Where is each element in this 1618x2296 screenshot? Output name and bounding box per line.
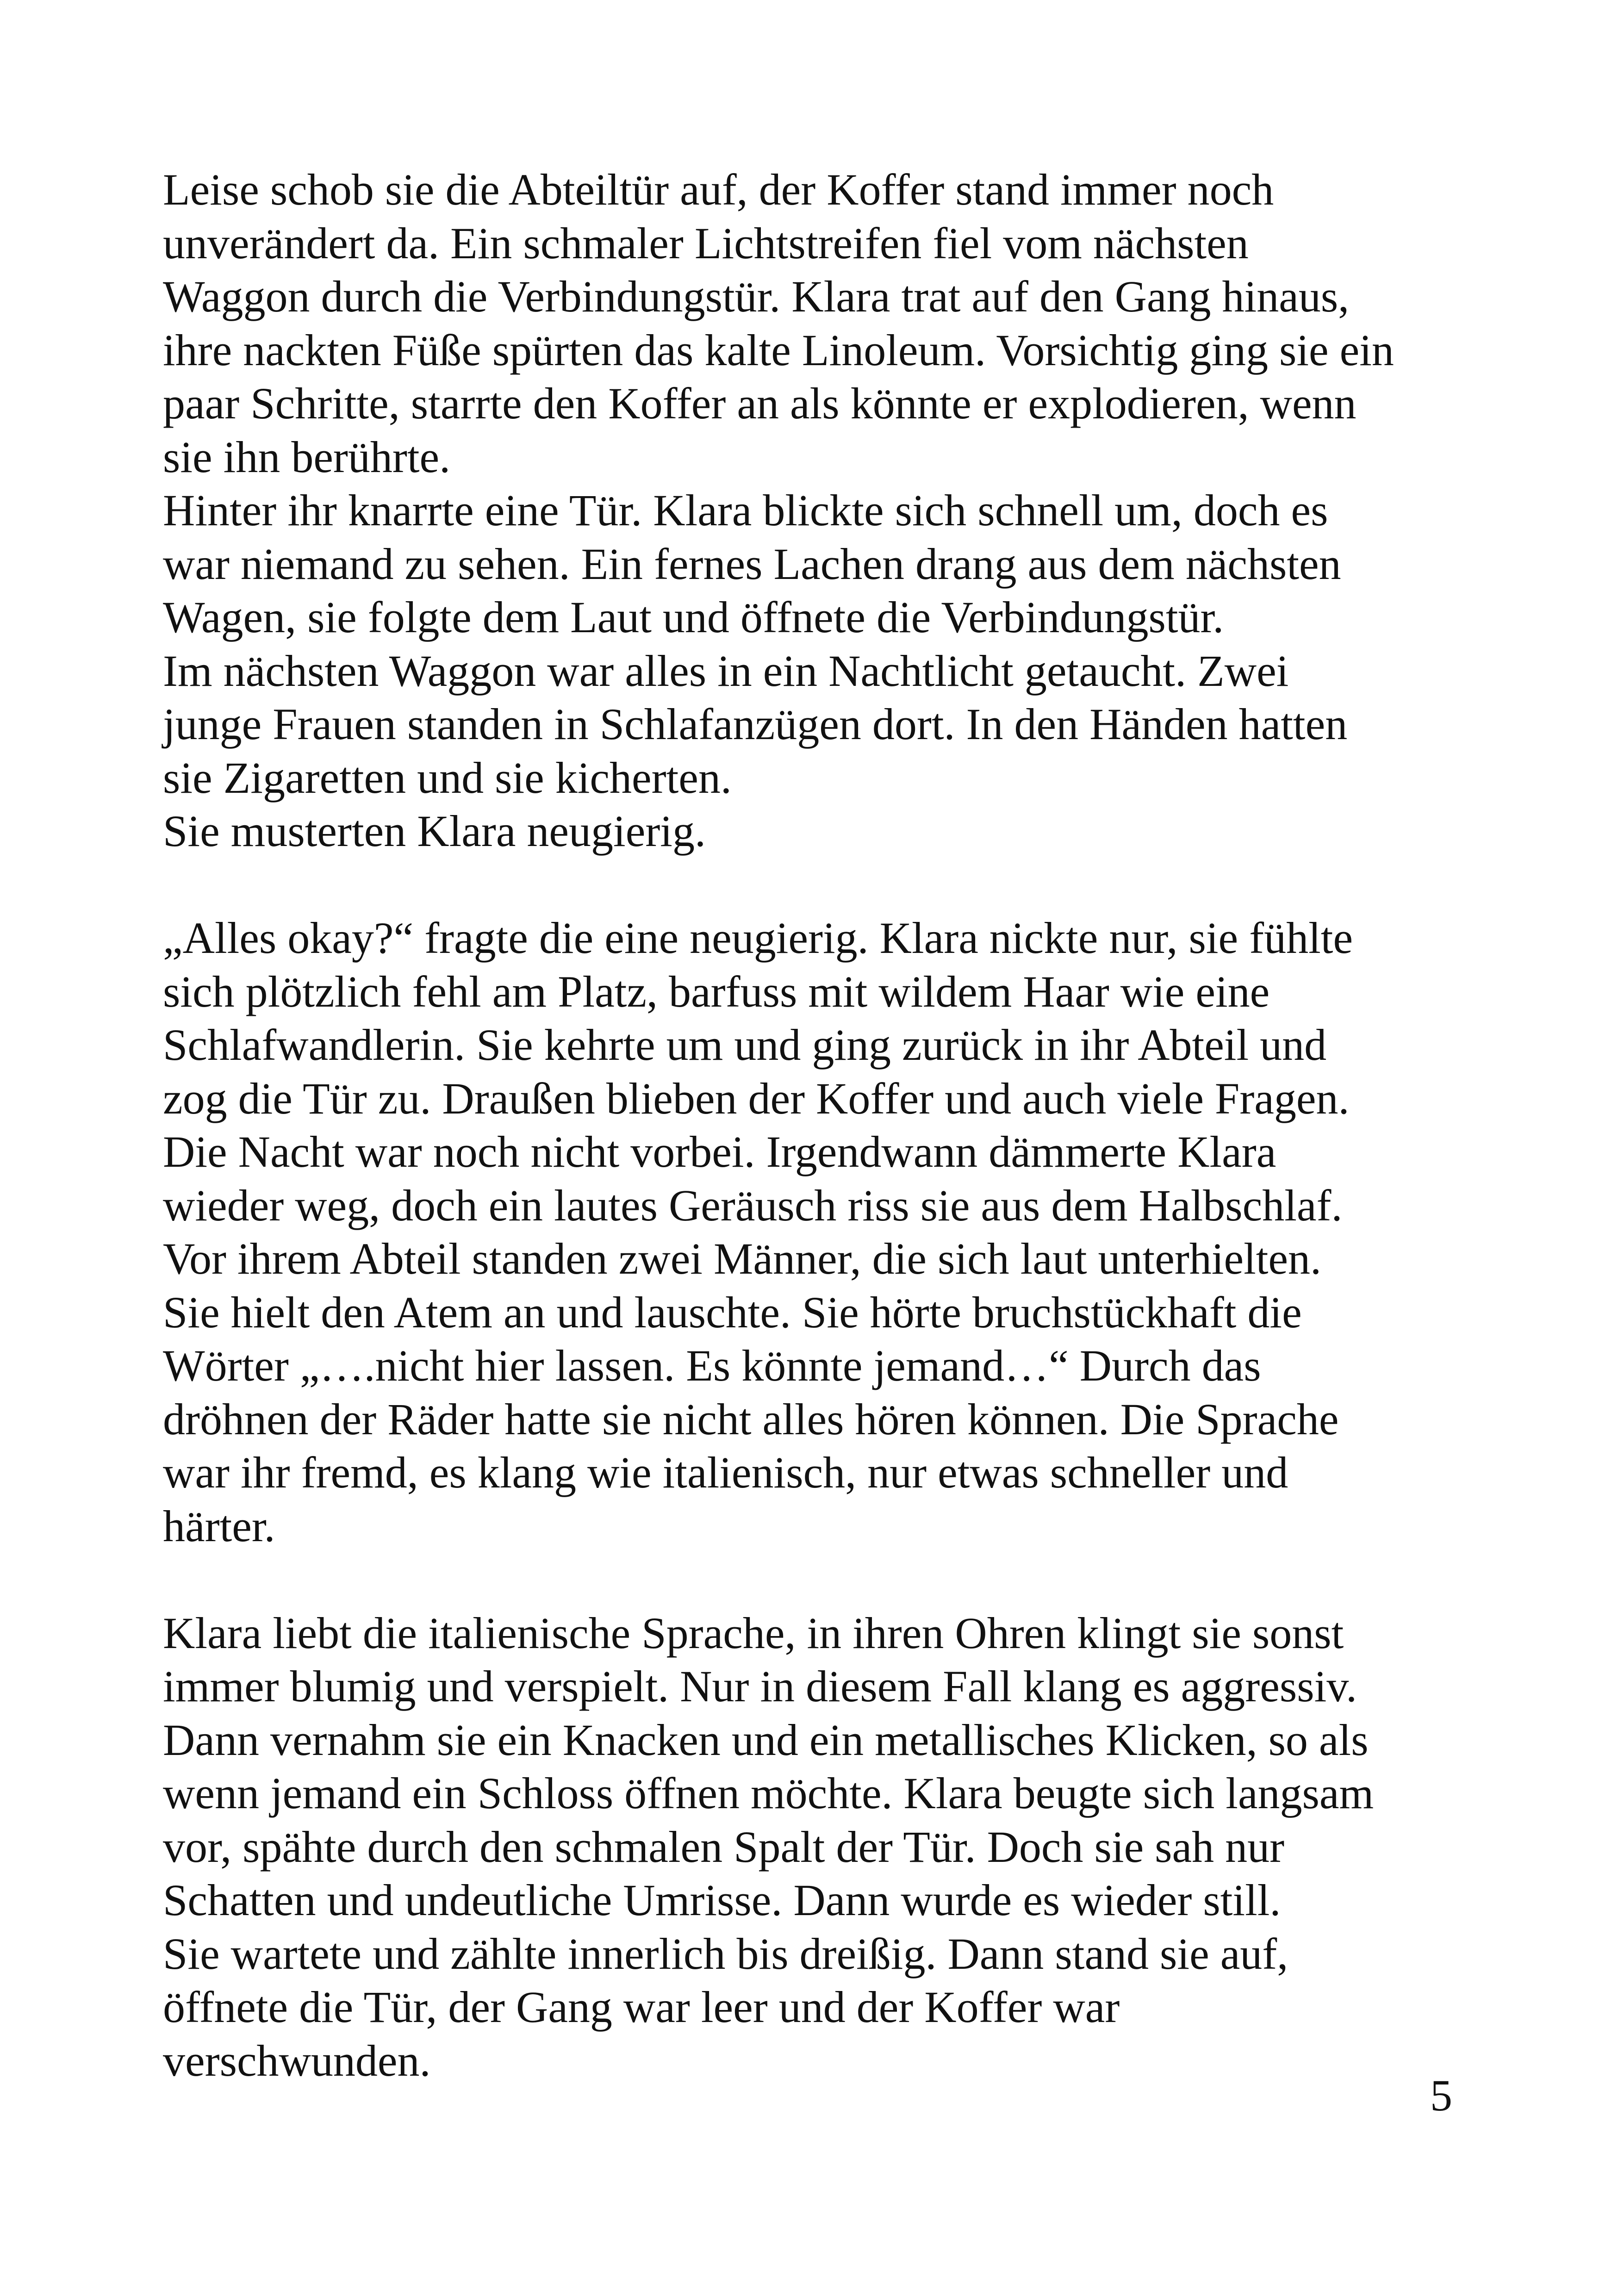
text-line: paar Schritte, starrte den Koffer an als könnte er explodieren, wenn: [163, 379, 1357, 428]
text-line: wenn jemand ein Schloss öffnen möchte. Klara beugte sich langsam: [163, 1768, 1374, 1818]
text-line: dröhnen der Räder hatte sie nicht alles hören können. Die Sprache: [163, 1394, 1339, 1444]
text-line: immer blumig und verspielt. Nur in diesem Fall klang es aggressiv.: [163, 1661, 1357, 1711]
text-line: Sie musterten Klara neugierig.: [163, 806, 706, 856]
page-number: 5: [1430, 2071, 1452, 2120]
text-line: Leise schob sie die Abteiltür auf, der Koffer stand immer noch: [163, 165, 1274, 214]
text-line: Klara liebt die italienische Sprache, in ihren Ohren klingt sie sonst: [163, 1608, 1344, 1658]
text-line: Sie wartete und zählte innerlich bis dreißig. Dann stand sie auf,: [163, 1929, 1288, 1979]
body-text: [163, 163, 1468, 2087]
text-line: unverändert da. Ein schmaler Lichtstreifen fiel vom nächsten: [163, 218, 1249, 268]
text-line: Wagen, sie folgte dem Laut und öffnete die Verbindungstür.: [163, 592, 1224, 642]
text-line: Vor ihrem Abteil standen zwei Männer, die sich laut unterhielten.: [163, 1234, 1322, 1283]
text-line: verschwunden.: [163, 2035, 431, 2085]
text-line: ihre nackten Füße spürten das kalte Linoleum. Vorsichtig ging sie ein: [163, 325, 1394, 375]
paragraph-gap: [163, 1553, 1468, 1606]
text-line: öffnete die Tür, der Gang war leer und der Koffer war: [163, 1982, 1120, 2032]
text-line: sie ihn berührte.: [163, 432, 451, 482]
text-line: war niemand zu sehen. Ein fernes Lachen drang aus dem nächsten: [163, 539, 1341, 589]
text-line: vor, spähte durch den schmalen Spalt der Tür. Doch sie sah nur: [163, 1822, 1285, 1872]
text-line: Sie hielt den Atem an und lauschte. Sie hörte bruchstückhaft die: [163, 1287, 1302, 1337]
text-line: härter.: [163, 1501, 275, 1551]
text-line: Schlafwandlerin. Sie kehrte um und ging zurück in ihr Abteil und: [163, 1020, 1327, 1070]
text-line: sich plötzlich fehl am Platz, barfuss mit wildem Haar wie eine: [163, 966, 1270, 1016]
text-line: Wörter „….nicht hier lassen. Es könnte jemand…“ Durch das: [163, 1341, 1261, 1390]
text-line: „Alles okay?“ fragte die eine neugierig. Klara nickte nur, sie fühlte: [163, 913, 1353, 963]
text-line: Dann vernahm sie ein Knacken und ein metallisches Klicken, so als: [163, 1715, 1369, 1765]
text-line: Schatten und undeutliche Umrisse. Dann wurde es wieder still.: [163, 1875, 1281, 1925]
text-line: war ihr fremd, es klang wie italienisch, nur etwas schneller und: [163, 1448, 1288, 1497]
text-line: Im nächsten Waggon war alles in ein Nachtlicht getaucht. Zwei: [163, 646, 1289, 696]
text-line: Hinter ihr knarrte eine Tür. Klara blickte sich schnell um, doch es: [163, 485, 1328, 535]
text-line: zog die Tür zu. Draußen blieben der Koffer und auch viele Fragen.: [163, 1073, 1350, 1123]
text-line: sie Zigaretten und sie kicherten.: [163, 753, 732, 803]
paragraph-gap: [163, 858, 1468, 912]
paragraph-2: [163, 911, 1468, 1553]
text-line: Waggon durch die Verbindungstür. Klara trat auf den Gang hinaus,: [163, 272, 1350, 321]
text-line: junge Frauen standen in Schlafanzügen dort. In den Händen hatten: [163, 699, 1348, 749]
text-line: Die Nacht war noch nicht vorbei. Irgendwann dämmerte Klara: [163, 1127, 1276, 1176]
paragraph-1: [163, 163, 1468, 858]
paragraph-3: [163, 1606, 1468, 2088]
text-line: wieder weg, doch ein lautes Geräusch riss sie aus dem Halbschlaf.: [163, 1180, 1343, 1230]
